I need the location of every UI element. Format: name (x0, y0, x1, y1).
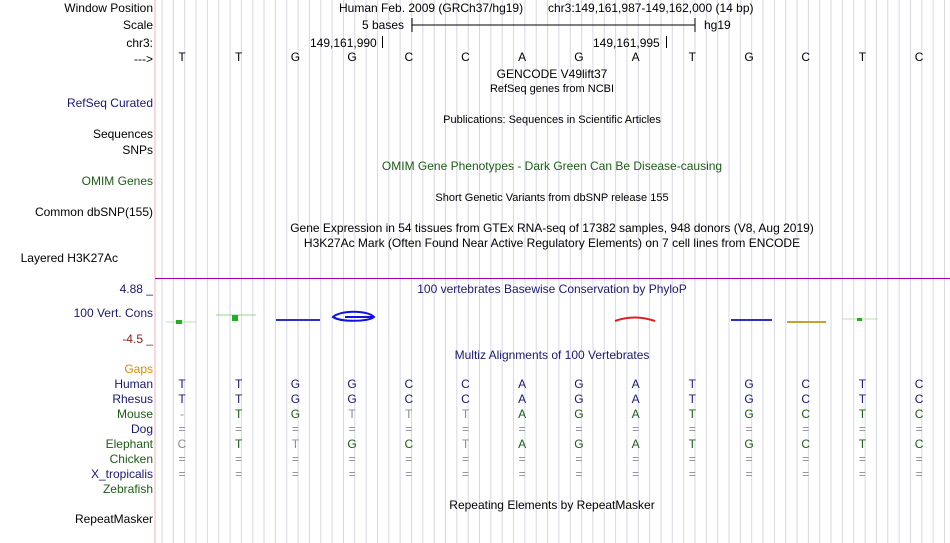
aligned-base: T (348, 407, 356, 421)
repeatmasker-label[interactable]: RepeatMasker (74, 512, 153, 526)
aligned-base: = (291, 467, 299, 481)
aligned-base: T (235, 437, 243, 451)
aligned-base: = (688, 452, 696, 466)
gtex-track-title[interactable]: Gene Expression in 54 tissues from GTEx RNA-seq of 17382 samples, 948 donors (V8, Aug 2019) (290, 221, 814, 235)
aligned-base: G (290, 392, 301, 406)
aligned-base: C (914, 407, 924, 421)
aligned-base: = (858, 452, 866, 466)
coord-right: 149,161,995 (593, 36, 660, 50)
aligned-base: = (291, 422, 299, 436)
ref-base: T (235, 50, 243, 64)
aligned-base: = (235, 422, 243, 436)
aligned-base: = (291, 452, 299, 466)
aligned-base: = (915, 452, 923, 466)
aligned-base: = (461, 422, 469, 436)
aligned-base: = (178, 452, 186, 466)
aligned-base: = (518, 422, 526, 436)
aligned-base: = (802, 422, 810, 436)
scale-bar (408, 16, 700, 34)
aligned-base: = (688, 467, 696, 481)
aligned-base: - (180, 407, 184, 421)
ref-base: G (290, 50, 301, 64)
ref-base: G (574, 50, 584, 64)
publications-track-title[interactable]: Publications: Sequences in Scientific Articles (443, 114, 661, 126)
aligned-base: = (461, 467, 469, 481)
aligned-base: = (575, 452, 583, 466)
aligned-base: G (744, 407, 754, 421)
aligned-base: = (745, 422, 753, 436)
aligned-base: = (405, 452, 413, 466)
aligned-base: C (801, 407, 811, 421)
refseq-track-subtitle[interactable]: RefSeq genes from NCBI (489, 83, 615, 95)
aligned-base: C (914, 437, 924, 451)
aligned-base: C (461, 377, 470, 391)
aligned-base: G (347, 437, 357, 451)
omim-genes-label[interactable]: OMIM Genes (81, 174, 153, 188)
aligned-base: T (405, 407, 413, 421)
aligned-base: = (235, 467, 243, 481)
h3k27ac-track-title[interactable]: H3K27Ac Mark (Often Found Near Active Regulatory Elements) on 7 cell lines from ENCODE (303, 236, 801, 250)
aligned-base: A (631, 377, 640, 391)
aligned-base: G (574, 437, 584, 451)
scale-label: Scale (122, 18, 153, 32)
aligned-base: = (632, 422, 640, 436)
aligned-base: G (744, 392, 754, 406)
assembly-text: Human Feb. 2009 (GRCh37/hg19) (339, 1, 524, 15)
aligned-base: = (178, 422, 186, 436)
aligned-base: A (518, 407, 527, 421)
aligned-base: G (347, 377, 357, 391)
aligned-base: C (404, 377, 414, 391)
conservation-max: 4.88 _ (119, 282, 153, 296)
aligned-base: T (688, 392, 696, 406)
aligned-base: A (631, 407, 640, 421)
aligned-base: = (405, 422, 413, 436)
aligned-base: = (632, 452, 640, 466)
aligned-base: T (235, 407, 243, 421)
aligned-base: = (348, 422, 356, 436)
omim-track-title[interactable]: OMIM Gene Phenotypes - Dark Green Can Be Disease-causing (381, 159, 723, 173)
position-text[interactable]: chr3:149,161,987-149,162,000 (14 bp) (548, 1, 754, 15)
sequences-label[interactable]: Sequences (92, 127, 153, 141)
aligned-base: = (858, 467, 866, 481)
aligned-base: = (802, 467, 810, 481)
ref-base: C (801, 50, 811, 64)
aligned-base: G (574, 377, 584, 391)
aligned-base: T (688, 407, 696, 421)
aligned-base: T (235, 392, 243, 406)
species-label[interactable]: Zebrafish (102, 482, 153, 496)
aligned-base: G (574, 392, 584, 406)
coord-right-tick (666, 36, 667, 48)
ref-base: A (518, 50, 527, 64)
aligned-base: C (404, 392, 414, 406)
aligned-base: G (574, 407, 584, 421)
ref-base: T (688, 50, 696, 64)
snps-label[interactable]: SNPs (122, 143, 153, 157)
aligned-base: T (291, 437, 300, 451)
aligned-base: = (802, 452, 810, 466)
conservation-min: -4.5 _ (122, 332, 153, 346)
aligned-base: = (688, 422, 696, 436)
aligned-base: G (744, 437, 754, 451)
aligned-base: = (915, 467, 923, 481)
aligned-base: C (177, 437, 187, 451)
aligned-base: = (235, 452, 243, 466)
aligned-base: C (801, 377, 811, 391)
ref-base: G (347, 50, 357, 64)
aligned-base: = (745, 452, 753, 466)
conservation-label[interactable]: 100 Vert. Cons (73, 306, 153, 320)
species-label[interactable]: Elephant (105, 437, 153, 451)
aligned-base: C (914, 377, 924, 391)
dbsnp-track-title[interactable]: Short Genetic Variants from dbSNP release 155 (435, 192, 669, 204)
dbsnp-label[interactable]: Common dbSNP(155) (34, 205, 153, 219)
aligned-base: = (178, 467, 186, 481)
species-label[interactable]: Dog (130, 422, 153, 436)
ref-base: G (744, 50, 754, 64)
species-label[interactable]: Rhesus (112, 392, 153, 406)
multiz-track-title[interactable]: Multiz Alignments of 100 Vertebrates (454, 348, 650, 362)
aligned-base: = (461, 452, 469, 466)
coord-left-tick (382, 36, 383, 48)
aligned-base: = (348, 452, 356, 466)
species-label[interactable]: Mouse (116, 407, 153, 421)
refseq-curated-label[interactable]: RefSeq Curated (66, 96, 153, 110)
aligned-base: = (575, 422, 583, 436)
aligned-base: T (688, 437, 696, 451)
aligned-base: G (290, 407, 301, 421)
aligned-base: = (518, 467, 526, 481)
gencode-track-title[interactable]: GENCODE V49lift37 (496, 67, 608, 81)
conservation-track-title[interactable]: 100 vertebrates Basewise Conservation by PhyloP (417, 282, 687, 296)
species-label[interactable]: X_tropicalis (90, 467, 153, 481)
aligned-base: G (290, 377, 301, 391)
aligned-base: A (518, 437, 527, 451)
aligned-base: A (631, 392, 640, 406)
aligned-base: = (915, 422, 923, 436)
aligned-base: = (348, 467, 356, 481)
species-label[interactable]: Chicken (109, 452, 153, 466)
aligned-base: A (631, 437, 640, 451)
ref-base: C (404, 50, 414, 64)
aligned-base: G (347, 392, 357, 406)
scale-text: 5 bases (362, 18, 405, 32)
aligned-base: A (518, 377, 527, 391)
aligned-base: T (858, 407, 867, 421)
aligned-base: T (235, 377, 243, 391)
chrom-label: chr3: (126, 36, 153, 50)
ref-base: T (178, 50, 186, 64)
strand-label: ---> (134, 52, 153, 66)
aligned-base: = (858, 422, 866, 436)
aligned-base: C (801, 392, 811, 406)
aligned-base: C (404, 437, 414, 451)
aligned-base: = (575, 467, 583, 481)
aligned-base: T (858, 392, 867, 406)
aligned-base: T (178, 392, 186, 406)
species-label[interactable]: Human (114, 377, 153, 391)
h3k27ac-label[interactable]: Layered H3K27Ac (20, 251, 118, 265)
conservation-wiggle (0, 300, 950, 330)
ref-base: C (461, 50, 470, 64)
aligned-base: = (632, 467, 640, 481)
aligned-base: = (518, 452, 526, 466)
aligned-base: A (518, 392, 527, 406)
aligned-base: T (461, 437, 470, 451)
aligned-base: C (801, 437, 811, 451)
aligned-base: T (688, 377, 696, 391)
aligned-base: G (744, 377, 754, 391)
aligned-base: C (914, 392, 924, 406)
aligned-base: T (461, 407, 470, 421)
aligned-base: = (745, 467, 753, 481)
window-position-label: Window Position (64, 1, 153, 15)
aligned-base: C (461, 392, 470, 406)
aligned-base: T (858, 377, 867, 391)
repeatmasker-track-title[interactable]: Repeating Elements by RepeatMasker (449, 498, 655, 512)
aligned-base: T (178, 377, 186, 391)
ref-base: C (914, 50, 924, 64)
gaps-label[interactable]: Gaps (124, 362, 153, 376)
aligned-base: T (858, 437, 867, 451)
scale-db: hg19 (704, 18, 731, 32)
coord-left: 149,161,990 (310, 36, 377, 50)
ref-base: T (858, 50, 867, 64)
ref-base: A (631, 50, 640, 64)
aligned-base: = (405, 467, 413, 481)
